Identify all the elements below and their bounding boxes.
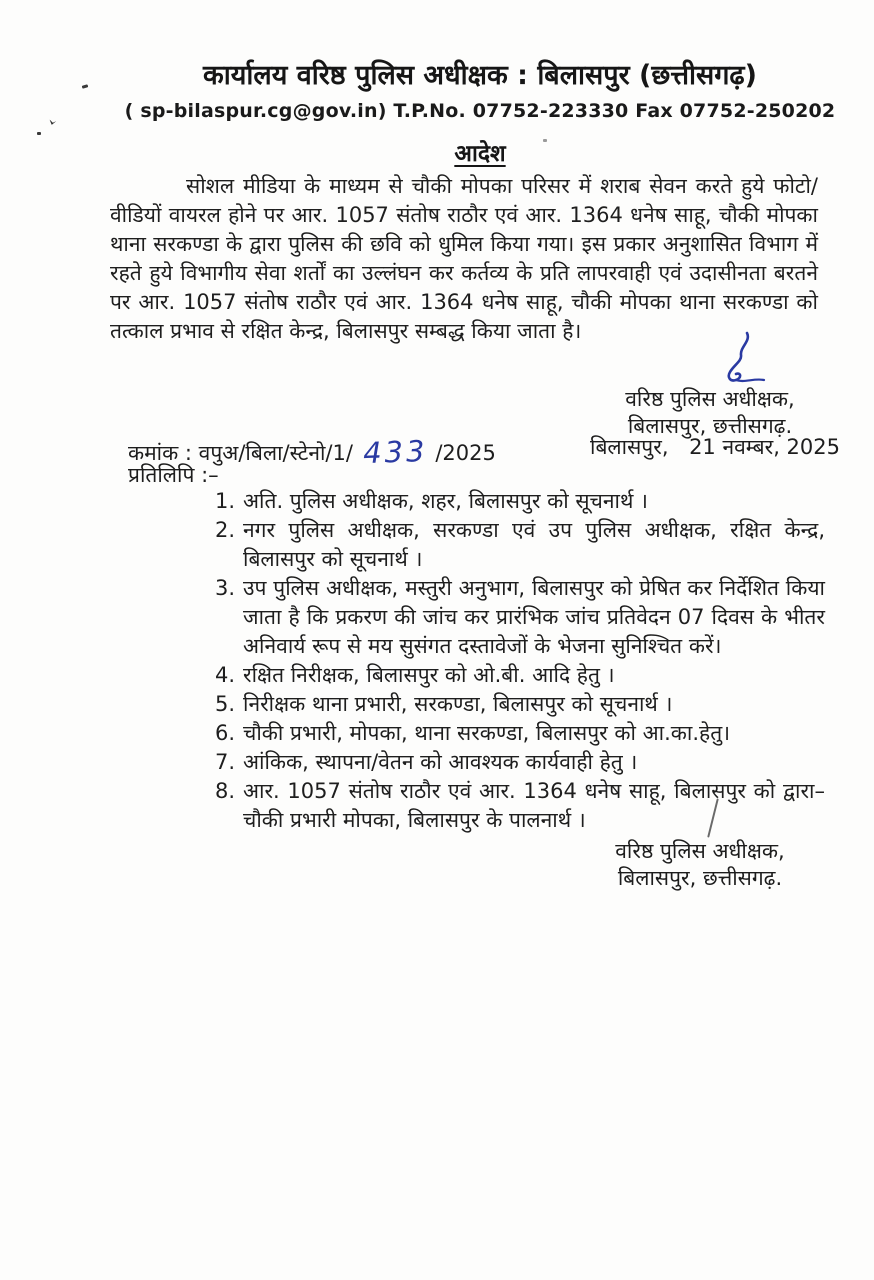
scan-speck	[49, 119, 57, 125]
item-text: रक्षित निरीक्षक, बिलासपुर को ओ.बी. आदि हेतु ।	[243, 663, 615, 687]
item-text: निरीक्षक थाना प्रभारी, सरकण्डा, बिलासपुर को सूचनार्थ ।	[243, 692, 673, 716]
item-text: आर. 1057 संतोष राठौर एवं आर. 1364 धनेष साहू, बिलासपुर को द्वारा– चौकी प्रभारी मोपका, बिलासपुर के पालनार्थ ।	[243, 779, 825, 832]
signature-block-top	[585, 330, 835, 440]
copy-list-item	[215, 748, 825, 777]
item-text: उप पुलिस अधीक्षक, मस्तुरी अनुभाग, बिलासपुर को प्रेषित कर निर्देशित किया जाता है कि प्रकरण की जांच कर प्रारंभिक जांच प्रतिवेदन 07 दिवस के भीतर अनिवार्य रूप से मय सुसंगत दस्तावेजों के भेजना सुनिश्चित करें।	[243, 576, 825, 658]
reference-prefix: कमांक : वपुअ/बिला/स्टेनो/1/	[128, 441, 353, 465]
item-text: आंकिक, स्थापना/वेतन को आवश्यक कार्यवाही हेतु ।	[243, 750, 638, 774]
copy-list-item	[215, 777, 825, 835]
place-text: बिलासपुर,	[590, 435, 669, 459]
item-number: 5.	[215, 692, 236, 716]
signatory-designation: वरिष्ठ पुलिस अधीक्षक,	[625, 387, 795, 411]
place-date-row	[590, 433, 840, 461]
signatory-location: बिलासपुर, छत्तीसगढ़.	[627, 414, 793, 438]
copy-list-item	[215, 719, 825, 748]
item-text: चौकी प्रभारी, मोपका, थाना सरकण्डा, बिलासपुर को आ.का.हेतु।	[243, 721, 731, 745]
handwritten-dispatch-number: 433	[362, 433, 428, 471]
item-number: 3.	[215, 576, 236, 600]
signatory-location: बिलासपुर, छत्तीसगढ़.	[617, 866, 783, 890]
item-number: 7.	[215, 750, 236, 774]
copy-list-item	[215, 487, 825, 516]
office-name: कार्यालय वरिष्ठ पुलिस अधीक्षक : बिलासपुर (छत्तीसगढ़)	[203, 60, 757, 91]
copy-list-item	[215, 516, 825, 574]
order-title: आदेश	[454, 141, 506, 168]
copy-list-item	[215, 690, 825, 719]
contact-line: ( sp-bilaspur.cg@gov.in) T.P.No. 07752-223330 Fax 07752-250202	[124, 100, 836, 123]
signature-block-bottom	[575, 838, 825, 892]
copy-list-item	[215, 661, 825, 690]
letterhead	[90, 58, 870, 168]
order-body-paragraph: सोशल मीडिया के माध्यम से चौकी मोपका परिसर में शराब सेवन करते हुये फोटो/वीडियों वायरल होने पर आर. 1057 संतोष राठौर एवं आर. 1364 धनेष साहू, चौकी मोपका थाना सरकण्डा के द्वारा पुलिस की छवि को धुमिल किया गया। इस प्रकार अनुशासित विभाग में रहते हुये विभागीय सेवा शर्तों का उल्लंघन कर कर्तव्य के प्रति लापरवाही एवं उदासीनता बरतने पर आर. 1057 संतोष राठौर एवं आर. 1364 धनेष साहू, चौकी मोपका थाना सरकण्डा को तत्काल प्रभाव से रक्षित केन्द्र, बिलासपुर सम्बद्ध किया जाता है।	[110, 174, 818, 343]
copy-list-item	[215, 574, 825, 661]
item-text: अति. पुलिस अधीक्षक, शहर, बिलासपुर को सूचनार्थ ।	[243, 489, 648, 513]
item-number: 2.	[215, 518, 236, 542]
copy-distribution-list	[215, 487, 825, 835]
reference-suffix: /2025	[435, 441, 496, 465]
signature-ink	[706, 330, 770, 388]
scan-speck	[37, 132, 41, 135]
copy-to-label: प्रतिलिपि :–	[128, 463, 219, 487]
item-number: 6.	[215, 721, 236, 745]
item-text: नगर पुलिस अधीक्षक, सरकण्डा एवं उप पुलिस अधीक्षक, रक्षित केन्द्र, बिलासपुर को सूचनार्थ ।	[243, 518, 825, 571]
scan-speck	[82, 84, 89, 88]
date-text: 21 नवम्बर, 2025	[689, 435, 840, 459]
item-number: 4.	[215, 663, 236, 687]
item-number: 8.	[215, 779, 236, 803]
item-number: 1.	[215, 489, 236, 513]
signatory-designation: वरिष्ठ पुलिस अधीक्षक,	[615, 839, 785, 863]
